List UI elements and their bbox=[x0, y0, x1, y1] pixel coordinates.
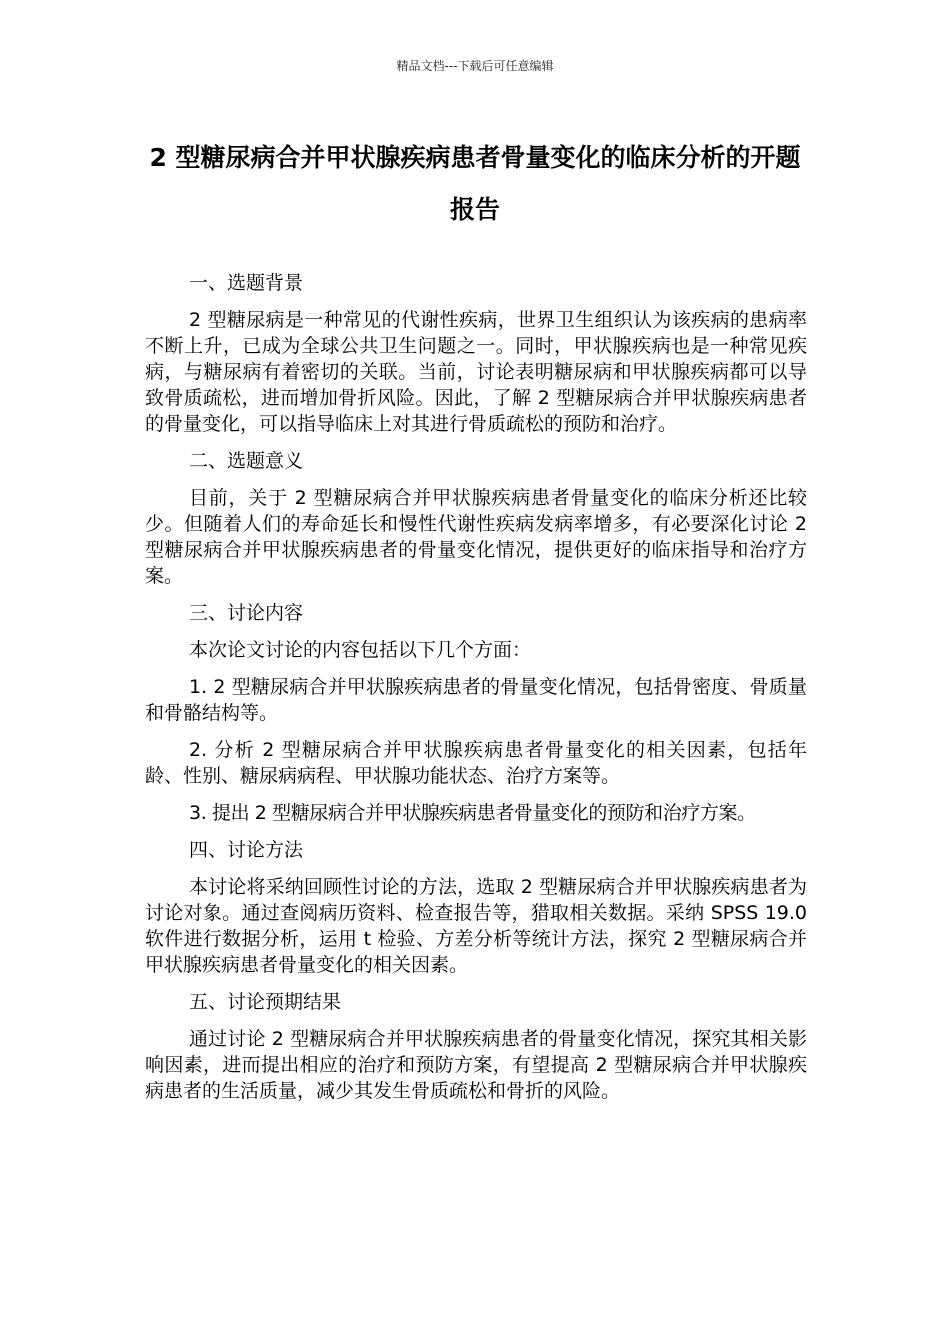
section-heading-method: 四、讨论方法 bbox=[189, 839, 304, 861]
section-heading-content: 三、讨论内容 bbox=[189, 602, 304, 624]
list-item-content-3: 3. 提出 2 型糖尿病合并甲状腺疾病患者骨量变化的预防和治疗方案。 bbox=[189, 802, 756, 824]
list-item-content-2: 2. 分析 2 型糖尿病合并甲状腺疾病患者骨量变化的相关因素，包括年龄、性别、糖尿病病程、甲状腺功能状态、治疗方案等。 bbox=[145, 739, 807, 787]
list-item-content-1: 1. 2 型糖尿病合并甲状腺疾病患者的骨量变化情况，包括骨密度、骨质量和骨骼结构等。 bbox=[145, 676, 807, 724]
section-heading-background: 一、选题背景 bbox=[189, 272, 304, 294]
paragraph-content-intro: 本次论文讨论的内容包括以下几个方面： bbox=[189, 639, 532, 661]
paragraph-background: 2 型糖尿病是一种常见的代谢性疾病，世界卫生组织认为该疾病的患病率不断上升，已成为全球公共卫生问题之一。同时，甲状腺疾病也是一种常见疾病，与糖尿病有着密切的关联。当前，讨论表明糖尿病和甲状腺疾病都可以导致骨质疏松，进而增加骨折风险。因此，了解 2 型糖尿病合并甲状腺疾病患者的骨量变化，可以指导临床上对其进行骨质疏松的预防和治疗。 bbox=[145, 309, 807, 435]
paragraph-method: 本讨论将采纳回顾性讨论的方法，选取 2 型糖尿病合并甲状腺疾病患者为讨论对象。通过查阅病历资料、检查报告等，猎取相关数据。采纳 SPSS 19.0 软件进行数据分析，运用 t 检验、方差分析等统计方法，探究 2 型糖尿病合并甲状腺疾病患者骨量变化的相关因素。 bbox=[145, 876, 807, 976]
document-body bbox=[145, 270, 807, 1115]
section-heading-expected-results: 五、讨论预期结果 bbox=[189, 991, 342, 1013]
header-note: 精品文档---下载后可任意编辑 bbox=[396, 59, 554, 73]
paragraph-significance: 目前，关于 2 型糖尿病合并甲状腺疾病患者骨量变化的临床分析还比较少。但随着人们的寿命延长和慢性代谢性疾病发病率增多，有必要深化讨论 2 型糖尿病合并甲状腺疾病患者的骨量变化情况，提供更好的临床指导和治疗方案。 bbox=[145, 487, 807, 587]
paragraph-expected-results: 通过讨论 2 型糖尿病合并甲状腺疾病患者的骨量变化情况，探究其相关影响因素，进而提出相应的治疗和预防方案，有望提高 2 型糖尿病合并甲状腺疾病患者的生活质量，减少其发生骨质疏松和骨折的风险。 bbox=[145, 1028, 807, 1102]
section-heading-significance: 二、选题意义 bbox=[189, 450, 304, 472]
document-title: 2 型糖尿病合并甲状腺疾病患者骨量变化的临床分析的开题报告 bbox=[149, 143, 801, 224]
